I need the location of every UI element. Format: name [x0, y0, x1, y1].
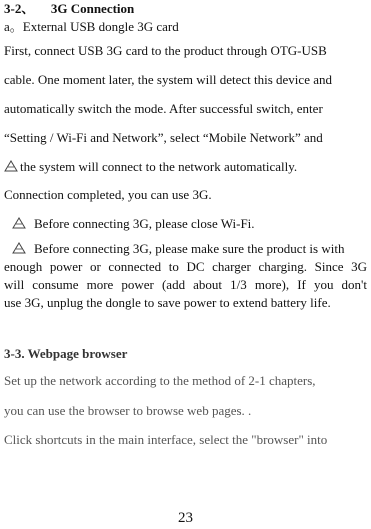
pencil-note-icon — [4, 160, 18, 172]
paragraph-text: the system will connect to the network automatically. — [20, 159, 298, 174]
pencil-note-icon — [12, 242, 26, 254]
page-number: 23 — [178, 510, 193, 526]
paragraph-line-with-icon — [4, 159, 367, 175]
paragraph-line: Connection completed, you can use 3G. — [4, 187, 212, 202]
paragraph-line: cable. One moment later, the system will detect this device and — [4, 72, 332, 87]
paragraph-line: Set up the network according to the method of 2-1 chapters, — [4, 373, 316, 388]
section-heading — [4, 1, 367, 17]
subsection-title: External USB dongle 3G card — [22, 19, 179, 34]
note-2-line: use 3G, unplug the dongle to save power to extend battery life. — [4, 295, 331, 310]
subsection-marker: a。 — [4, 19, 23, 34]
pencil-note-icon — [12, 217, 26, 229]
note-1 — [4, 216, 367, 232]
section-title: 3G Connection — [50, 1, 135, 16]
section-number: 3-2、 — [4, 1, 35, 16]
paragraph-line: Click shortcuts in the main interface, select the "browser" into — [4, 432, 328, 447]
paragraph-line: automatically switch the mode. After successful switch, enter — [4, 101, 323, 116]
note-2-line — [4, 241, 367, 257]
note-2-line: enough power or connected to DC charger charging. Since 3G — [4, 259, 367, 274]
note-1-text: Before connecting 3G, please close Wi-Fi. — [34, 216, 255, 231]
paragraph-line: First, connect USB 3G card to the product through OTG-USB — [4, 43, 327, 58]
subsection-heading — [4, 19, 367, 35]
paragraph-line: “Setting / Wi-Fi and Network”, select “Mobile Network” and — [4, 130, 323, 145]
note-2-line: will consume more power (add about 1/3 more), If you don't — [4, 277, 367, 292]
section-2-heading: 3-3. Webpage browser — [4, 346, 128, 361]
note-2-text: Before connecting 3G, please make sure the product is with — [34, 241, 345, 256]
paragraph-line: you can use the browser to browse web pages. . — [4, 403, 252, 418]
